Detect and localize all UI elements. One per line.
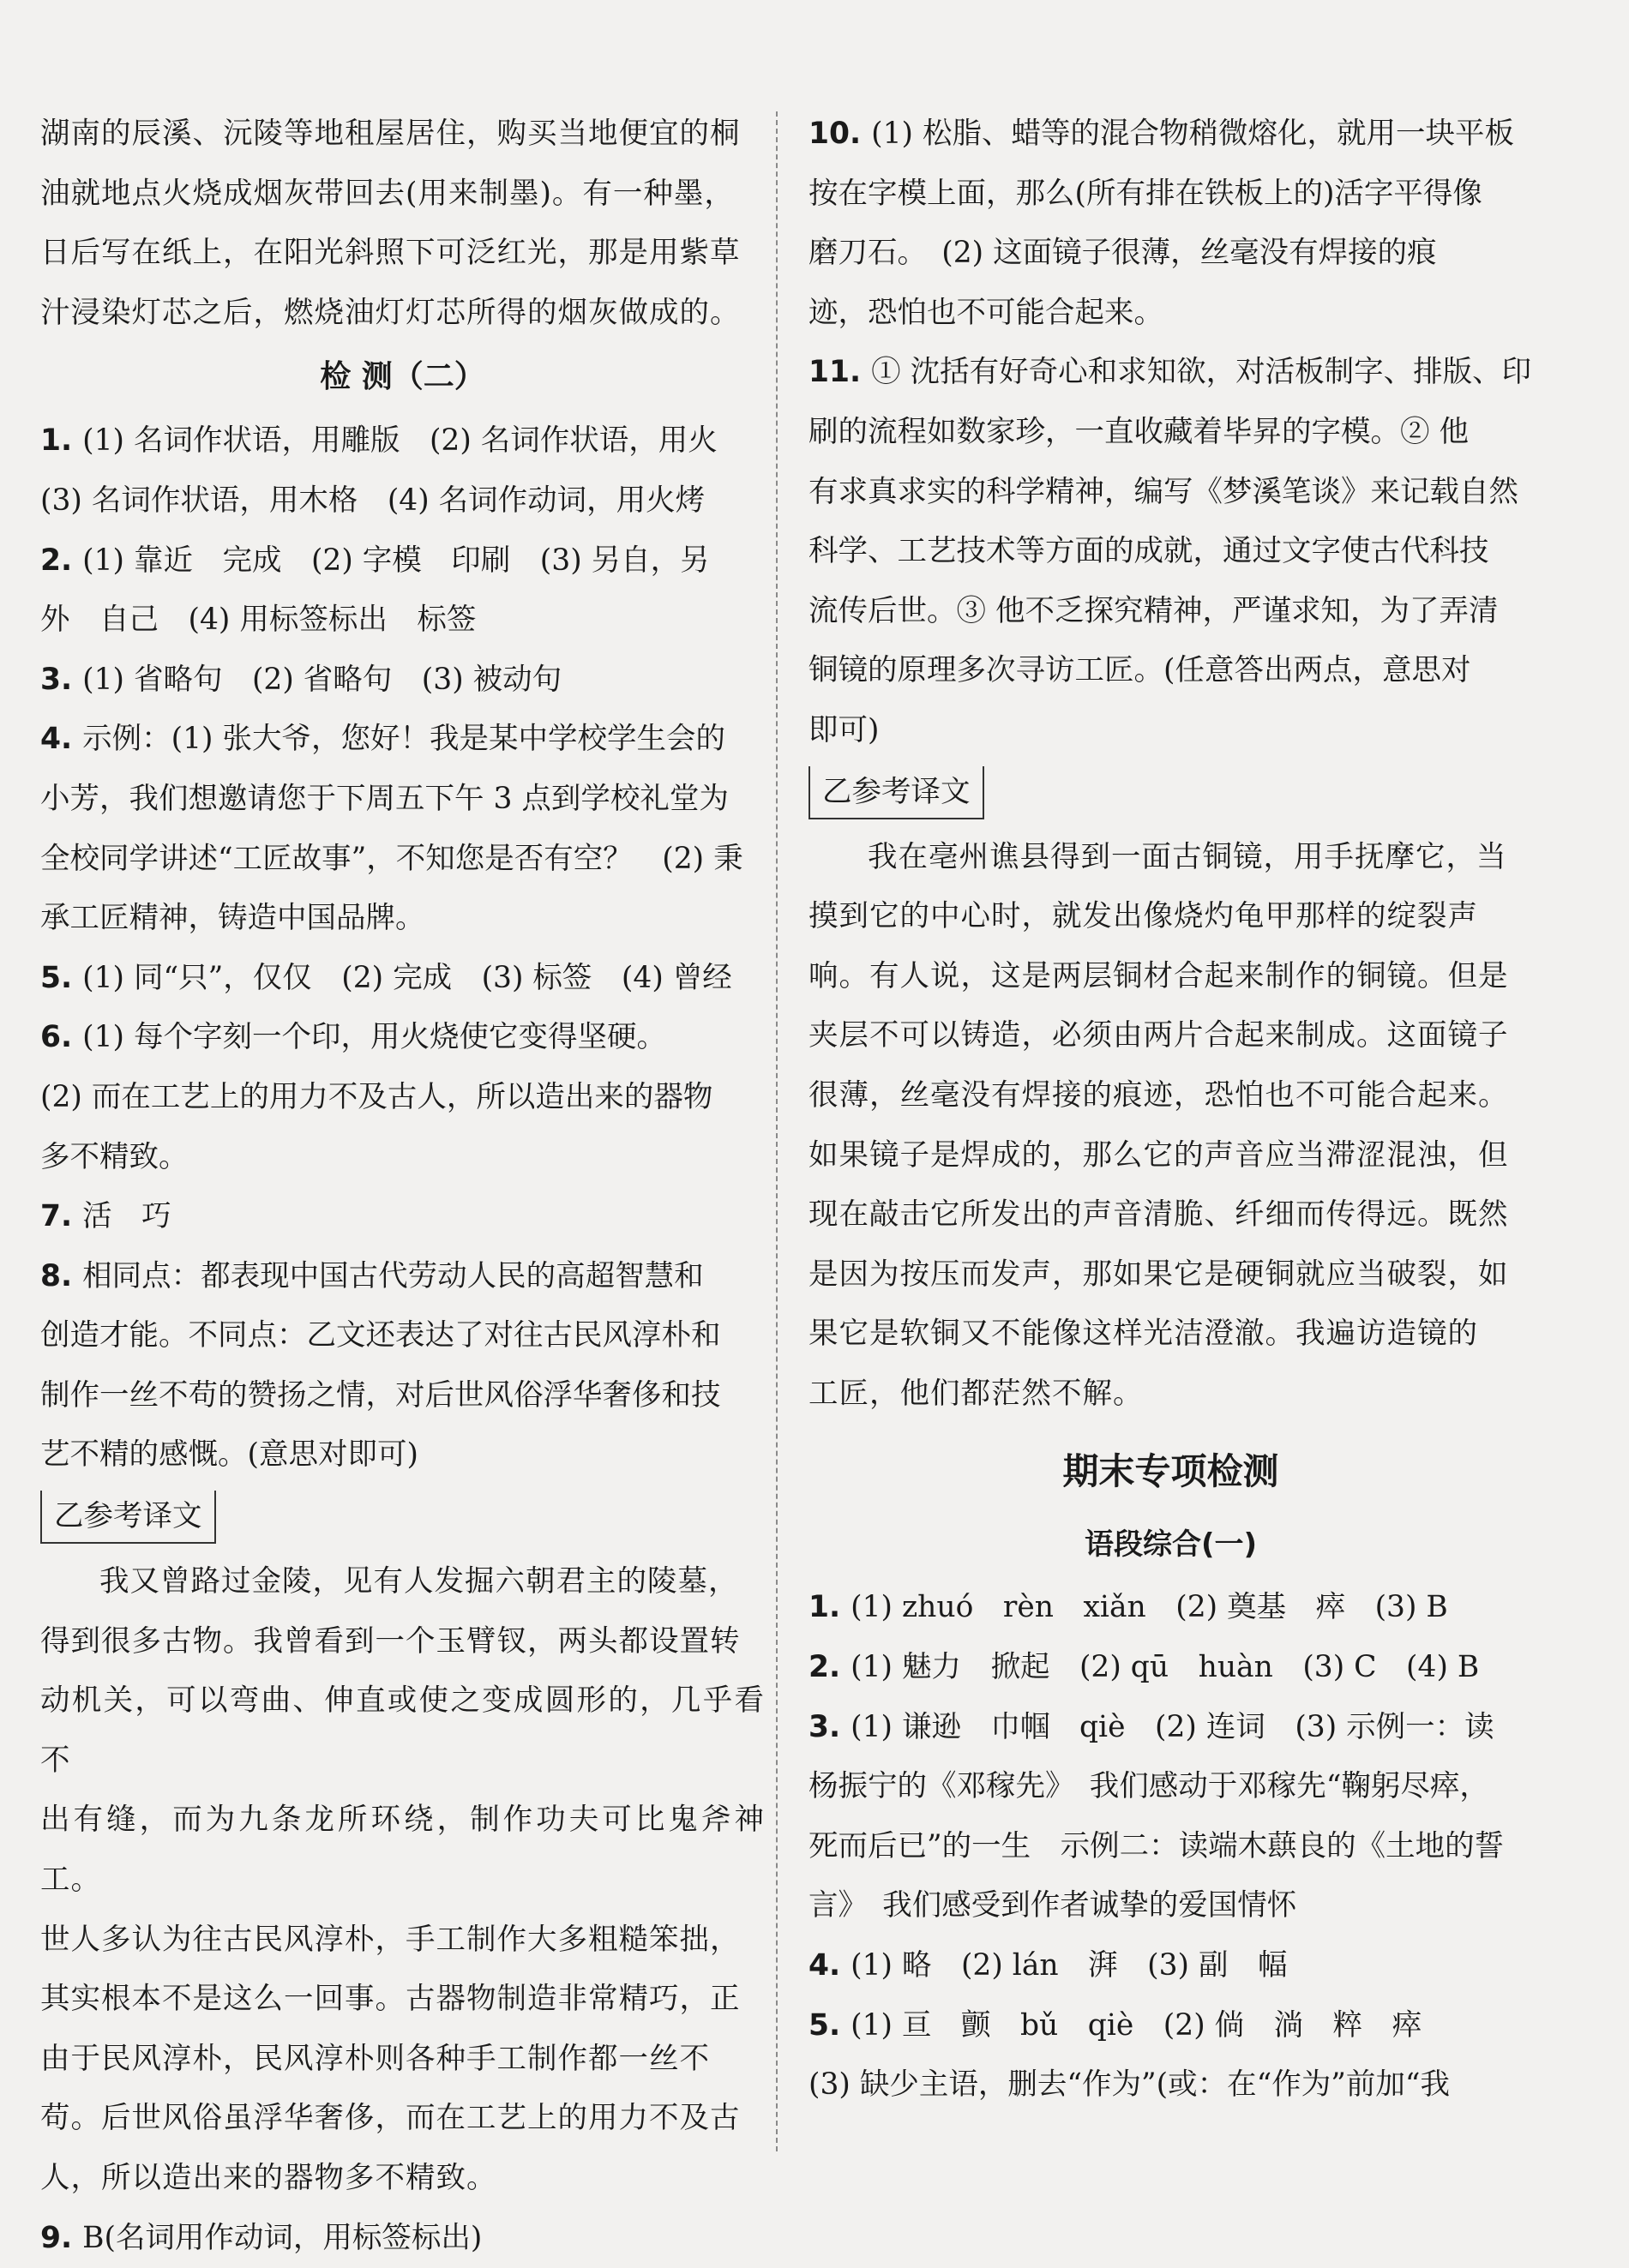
- translation-label: 乙参考译文: [808, 766, 984, 819]
- answer-line: 有求真求实的科学精神，编写《梦溪笔谈》来记载自然: [808, 474, 1518, 509]
- column-divider: [776, 111, 778, 2151]
- answer-line: 3. (1) 省略句 (2) 省略句 (3) 被动句: [40, 662, 562, 697]
- translation-line: 世人多认为往古民风淳朴，手工制作大多粗糙笨拙，: [40, 1922, 741, 1957]
- answer-line: 1. (1) 名词作状语，用雕版 (2) 名词作状语，用火: [40, 423, 718, 459]
- translation-line: 现在敲击它所发出的声音清脆、纤细而传得远。既然: [808, 1197, 1509, 1233]
- answer-line: 言》 我们感受到作者诚挚的爱国情怀: [808, 1888, 1297, 1923]
- translation-line: 我在亳州谯县得到一面古铜镜，用手抚摩它，当: [868, 839, 1507, 874]
- answer-line: 11. ① 沈括有好奇心和求知欲，对活板制字、排版、印: [808, 355, 1532, 390]
- answer-line: 外 自己 (4) 用标签标出 标签: [40, 603, 477, 638]
- answer-line: 按在字模上面，那么(所有排在铁板上的)活字平得像: [808, 176, 1482, 211]
- answer-line: (3) 缺少主语，删去“作为”(或：在“作为”前加“我: [808, 2067, 1450, 2103]
- answer-line: 5. (1) 亘 颤 bǔ qiè (2) 倘 淌 粹 瘁: [808, 2007, 1422, 2043]
- translation-line: 我又曾路过金陵，见有人发掘六朝君主的陵墓，: [99, 1564, 739, 1599]
- translation-line: 果它是软铜又不能像这样光洁澄澈。我遍访造镜的: [808, 1317, 1478, 1352]
- answer-line: 2. (1) 靠近 完成 (2) 字模 印刷 (3) 另自，另: [40, 543, 710, 578]
- answer-line: 7. 活 巧: [40, 1199, 171, 1234]
- answer-list-right-b: [808, 1578, 1533, 2115]
- translation-line: 摸到它的中心时，就发出像烧灼龟甲那样的绽裂声: [808, 899, 1478, 934]
- translation-line: 如果镜子是焊成的，那么它的声音应当滞涩混浊，但: [808, 1137, 1509, 1173]
- answer-line: 铜镜的原理多次寻访工匠。(任意答出两点，意思对: [808, 653, 1471, 688]
- answer-line: 死而后已”的一生 示例二：读端木蕻良的《土地的誓: [808, 1828, 1505, 1863]
- intro-line: 湖南的辰溪、沅陵等地租屋居住，购买当地便宜的桐: [40, 117, 741, 151]
- answer-line: 承工匠精神，铸造中国品牌。: [40, 901, 425, 936]
- translation-line: 得到很多古物。我曾看到一个玉臂钗，两头都设置转: [40, 1623, 741, 1659]
- intro-line: 汁浸染灯芯之后，燃烧油灯灯芯所得的烟灰做成的。: [40, 295, 741, 330]
- translation-line: 响。有人说，这是两层铜材合起来制作的铜镜。但是: [808, 958, 1509, 993]
- answer-line: 10. (1) 松脂、蜡等的混合物稍微熔化，就用一块平板: [808, 117, 1514, 151]
- answer-line: 杨振宁的《邓稼先》 我们感动于邓稼先“鞠躬尽瘁，: [808, 1769, 1489, 1804]
- answer-line: 艺不精的感慨。(意思对即可): [40, 1437, 418, 1473]
- answer-line: 制作一丝不苟的赞扬之情，对后世风俗浮华奢侈和技: [40, 1377, 721, 1413]
- answer-line: 即可): [808, 712, 880, 747]
- intro-paragraph: [40, 105, 765, 343]
- translation-left: [40, 1552, 765, 2209]
- answer-line: 8. 相同点：都表现中国古代劳动人民的高超智慧和: [40, 1258, 704, 1293]
- translation-line: 动机关，可以弯曲、伸直或使之变成圆形的，几乎看不: [40, 1683, 765, 1778]
- translation-label: 乙参考译文: [40, 1491, 216, 1544]
- left-column: [40, 105, 765, 2268]
- intro-line: 油就地点火烧成烟灰带回去(用来制墨)。有一种墨，: [40, 176, 735, 211]
- answer-line: 科学、工艺技术等方面的成就，通过文字使古代科技: [808, 534, 1489, 569]
- answer-line: 小芳，我们想邀请您于下周五下午 3 点到学校礼堂为: [40, 781, 729, 816]
- translation-right: [808, 828, 1533, 1425]
- sub-title: 语段综合(一): [1084, 1527, 1258, 1563]
- answer-line: 创造才能。不同点：乙文还表达了对往古民风淳朴和: [40, 1318, 721, 1353]
- translation-line: 夹层不可以铸造，必须由两片合起来制成。这面镜子: [808, 1018, 1509, 1053]
- answer-line: 6. (1) 每个字刻一个印，用火烧使它变得坚硬。: [40, 1020, 666, 1055]
- translation-line: 是因为按压而发声，那如果它是硬铜就应当破裂，如: [808, 1257, 1509, 1292]
- big-title: 期末专项检测: [1062, 1450, 1279, 1493]
- translation-line: 出有缝，而为九条龙所环绕，制作功夫可比鬼斧神工。: [40, 1803, 765, 1898]
- answer-line: (2) 而在工艺上的用力不及古人，所以造出来的器物: [40, 1079, 713, 1114]
- translation-line: 很薄，丝毫没有焊接的痕迹，恐怕也不可能合起来。: [808, 1077, 1509, 1113]
- translation-line: 苟。后世风俗虽浮华奢侈，而在工艺上的用力不及古: [40, 2101, 741, 2136]
- answer-line: 1. (1) zhuó rèn xiǎn (2) 奠基 瘁 (3) B: [808, 1590, 1448, 1625]
- right-column: [808, 105, 1533, 2115]
- section-title: 检 测（二）: [320, 359, 485, 395]
- translation-line: 人，所以造出来的器物多不精致。: [40, 2161, 497, 2195]
- answer-line: 4. 示例：(1) 张大爷，您好！我是某中学校学生会的: [40, 722, 725, 757]
- translation-line: 由于民风淳朴，民风淳朴则各种手工制作都一丝不: [40, 2041, 710, 2076]
- translation-line: 工匠，他们都茫然不解。: [808, 1376, 1144, 1411]
- answer-line: 3. (1) 谦逊 巾帼 qiè (2) 连词 (3) 示例一：读: [808, 1709, 1494, 1744]
- answer-line: 9. B(名词用作动词，用标签标出): [40, 2220, 483, 2255]
- answer-line: (3) 名词作状语，用木格 (4) 名词作动词，用火烤: [40, 483, 706, 518]
- answer-list-left: [40, 411, 765, 1485]
- answer-line: 迹，恐怕也不可能合起来。: [808, 295, 1163, 330]
- answer-line: 磨刀石。 (2) 这面镜子很薄，丝毫没有焊接的痕: [808, 236, 1437, 271]
- answer-line: 多不精致。: [40, 1139, 189, 1174]
- answer-line: 流传后世。③ 他不乏探究精神，严谨求知，为了弄清: [808, 593, 1499, 628]
- translation-line: 其实根本不是这么一回事。古器物制造非常精巧，正: [40, 1982, 741, 2017]
- intro-line: 日后写在纸上，在阳光斜照下可泛红光，那是用紫草: [40, 236, 741, 271]
- answer-line: 刷的流程如数家珍，一直收藏着毕昇的字模。② 他: [808, 414, 1469, 449]
- answer-line: 5. (1) 同“只”，仅仅 (2) 完成 (3) 标签 (4) 曾经: [40, 960, 732, 995]
- answer-list-right-a: [808, 105, 1533, 761]
- answer-line: 4. (1) 略 (2) lán 湃 (3) 副 幅: [808, 1948, 1288, 1983]
- answer-line: 全校同学讲述“工匠故事”，不知您是否有空？ (2) 秉: [40, 841, 743, 876]
- answer-line: 2. (1) 魅力 掀起 (2) qū huàn (3) C (4) B: [808, 1650, 1480, 1685]
